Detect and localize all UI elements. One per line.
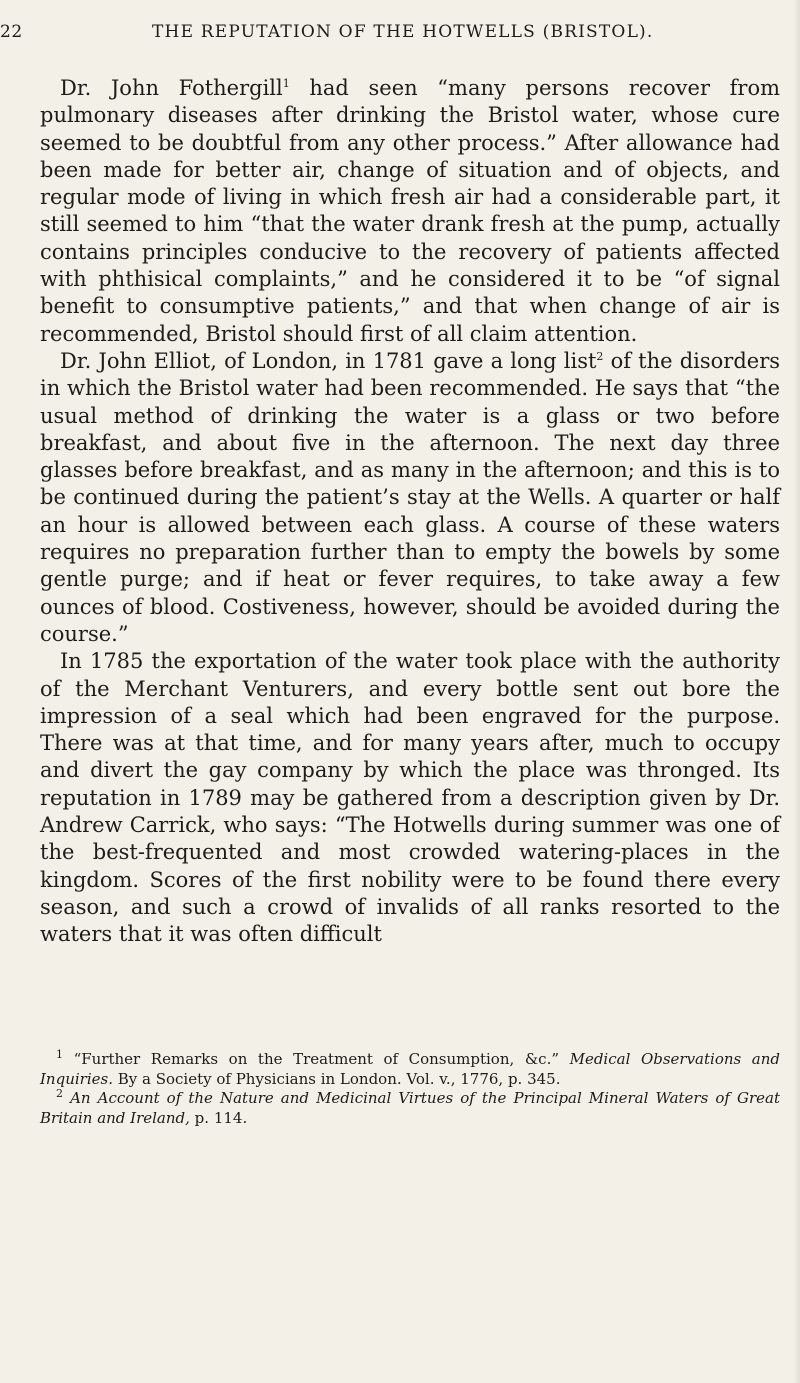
page-number: 22	[0, 22, 23, 42]
paragraph-text: Dr. John Fothergill	[60, 76, 283, 100]
footnote-2	[40, 1089, 780, 1128]
footnote-text: By a Society of Physicians in London. Vol. v., 1776, p. 345.	[112, 1069, 561, 1088]
footnotes	[40, 1050, 780, 1128]
footnote-marker: 1	[56, 1048, 63, 1061]
footnote-reference: 1	[282, 77, 290, 90]
footnote-1	[40, 1050, 780, 1089]
running-head: THE REPUTATION OF THE HOTWELLS (BRISTOL).	[152, 22, 654, 42]
footnote-marker: 2	[56, 1087, 63, 1100]
footnote-text: “Further Remarks on the Treatment of Consumption, &c.”	[73, 1050, 570, 1068]
footnote-reference: 2	[596, 349, 604, 363]
paragraph-text: had seen “many persons recover from pulmonary diseases after drinking the Bristol water, whose cure seemed to be doubtful from any other process.” After allowance had been made for better air, change of situation and of objects, and regular mode of living in which fresh air had a considerable part, it still seemed to him “that the water drank fresh at the pump, actually contains principles conducive to the recovery of patients affected with phthisical complaints,” and he considered it to be “of signal benefit to consumptive patients,” and that when change of air is recommended, Bristol should first of all claim attention.	[40, 76, 780, 346]
paragraph-text: of the disorders in which the Bristol water had been recommended. He says that “the usual method of drinking the water is a glass or two before breakfast, and about five in the afternoon. The next day three glasses before breakfast, and as many in the afternoon; and this is to be continued during the patient’s stay at the Wells. A quarter or half an hour is allowed between each glass. A course of these waters requires no preparation further than to empty the bowels by some gentle purge; and if heat or fever requires, to take away a few ounces of blood. Costiveness, however, should be avoided during the course.”	[40, 348, 781, 646]
page-edge-shadow	[794, 0, 800, 1383]
paragraph-fothergill	[40, 75, 780, 348]
paragraph-exportation	[40, 648, 780, 948]
paragraph-elliot	[40, 348, 780, 648]
footnote-title-italic: An Account of the Nature and Medicinal Virtues of the Principal Mineral Waters of Great Britain and Ireland,	[40, 1089, 780, 1127]
paragraph-text: Dr. John Elliot, of London, in 1781 gave a long list	[60, 348, 597, 373]
footnote-text: p. 114.	[189, 1108, 248, 1127]
paragraph-text: In 1785 the exportation of the water took place with the authority of the Merchant Venturers, and every bottle sent out bore the impression of a seal which had been engraved for the purpose. There was at that time, and for many years after, much to occupy and divert the gay company by which the place was thronged. Its reputation in 1789 may be gathered from a description given by Dr. Andrew Carrick, who says: “The Hotwells during summer was one of the best-frequented and most crowded watering-places in the kingdom. Scores of the first nobility were to be found there every season, and such a crowd of invalids of all ranks resorted to the waters that it was often difficult	[40, 649, 780, 947]
body-text	[40, 75, 780, 949]
footnote-title-italic: Medical Observations and Inquiries.	[40, 1050, 780, 1088]
